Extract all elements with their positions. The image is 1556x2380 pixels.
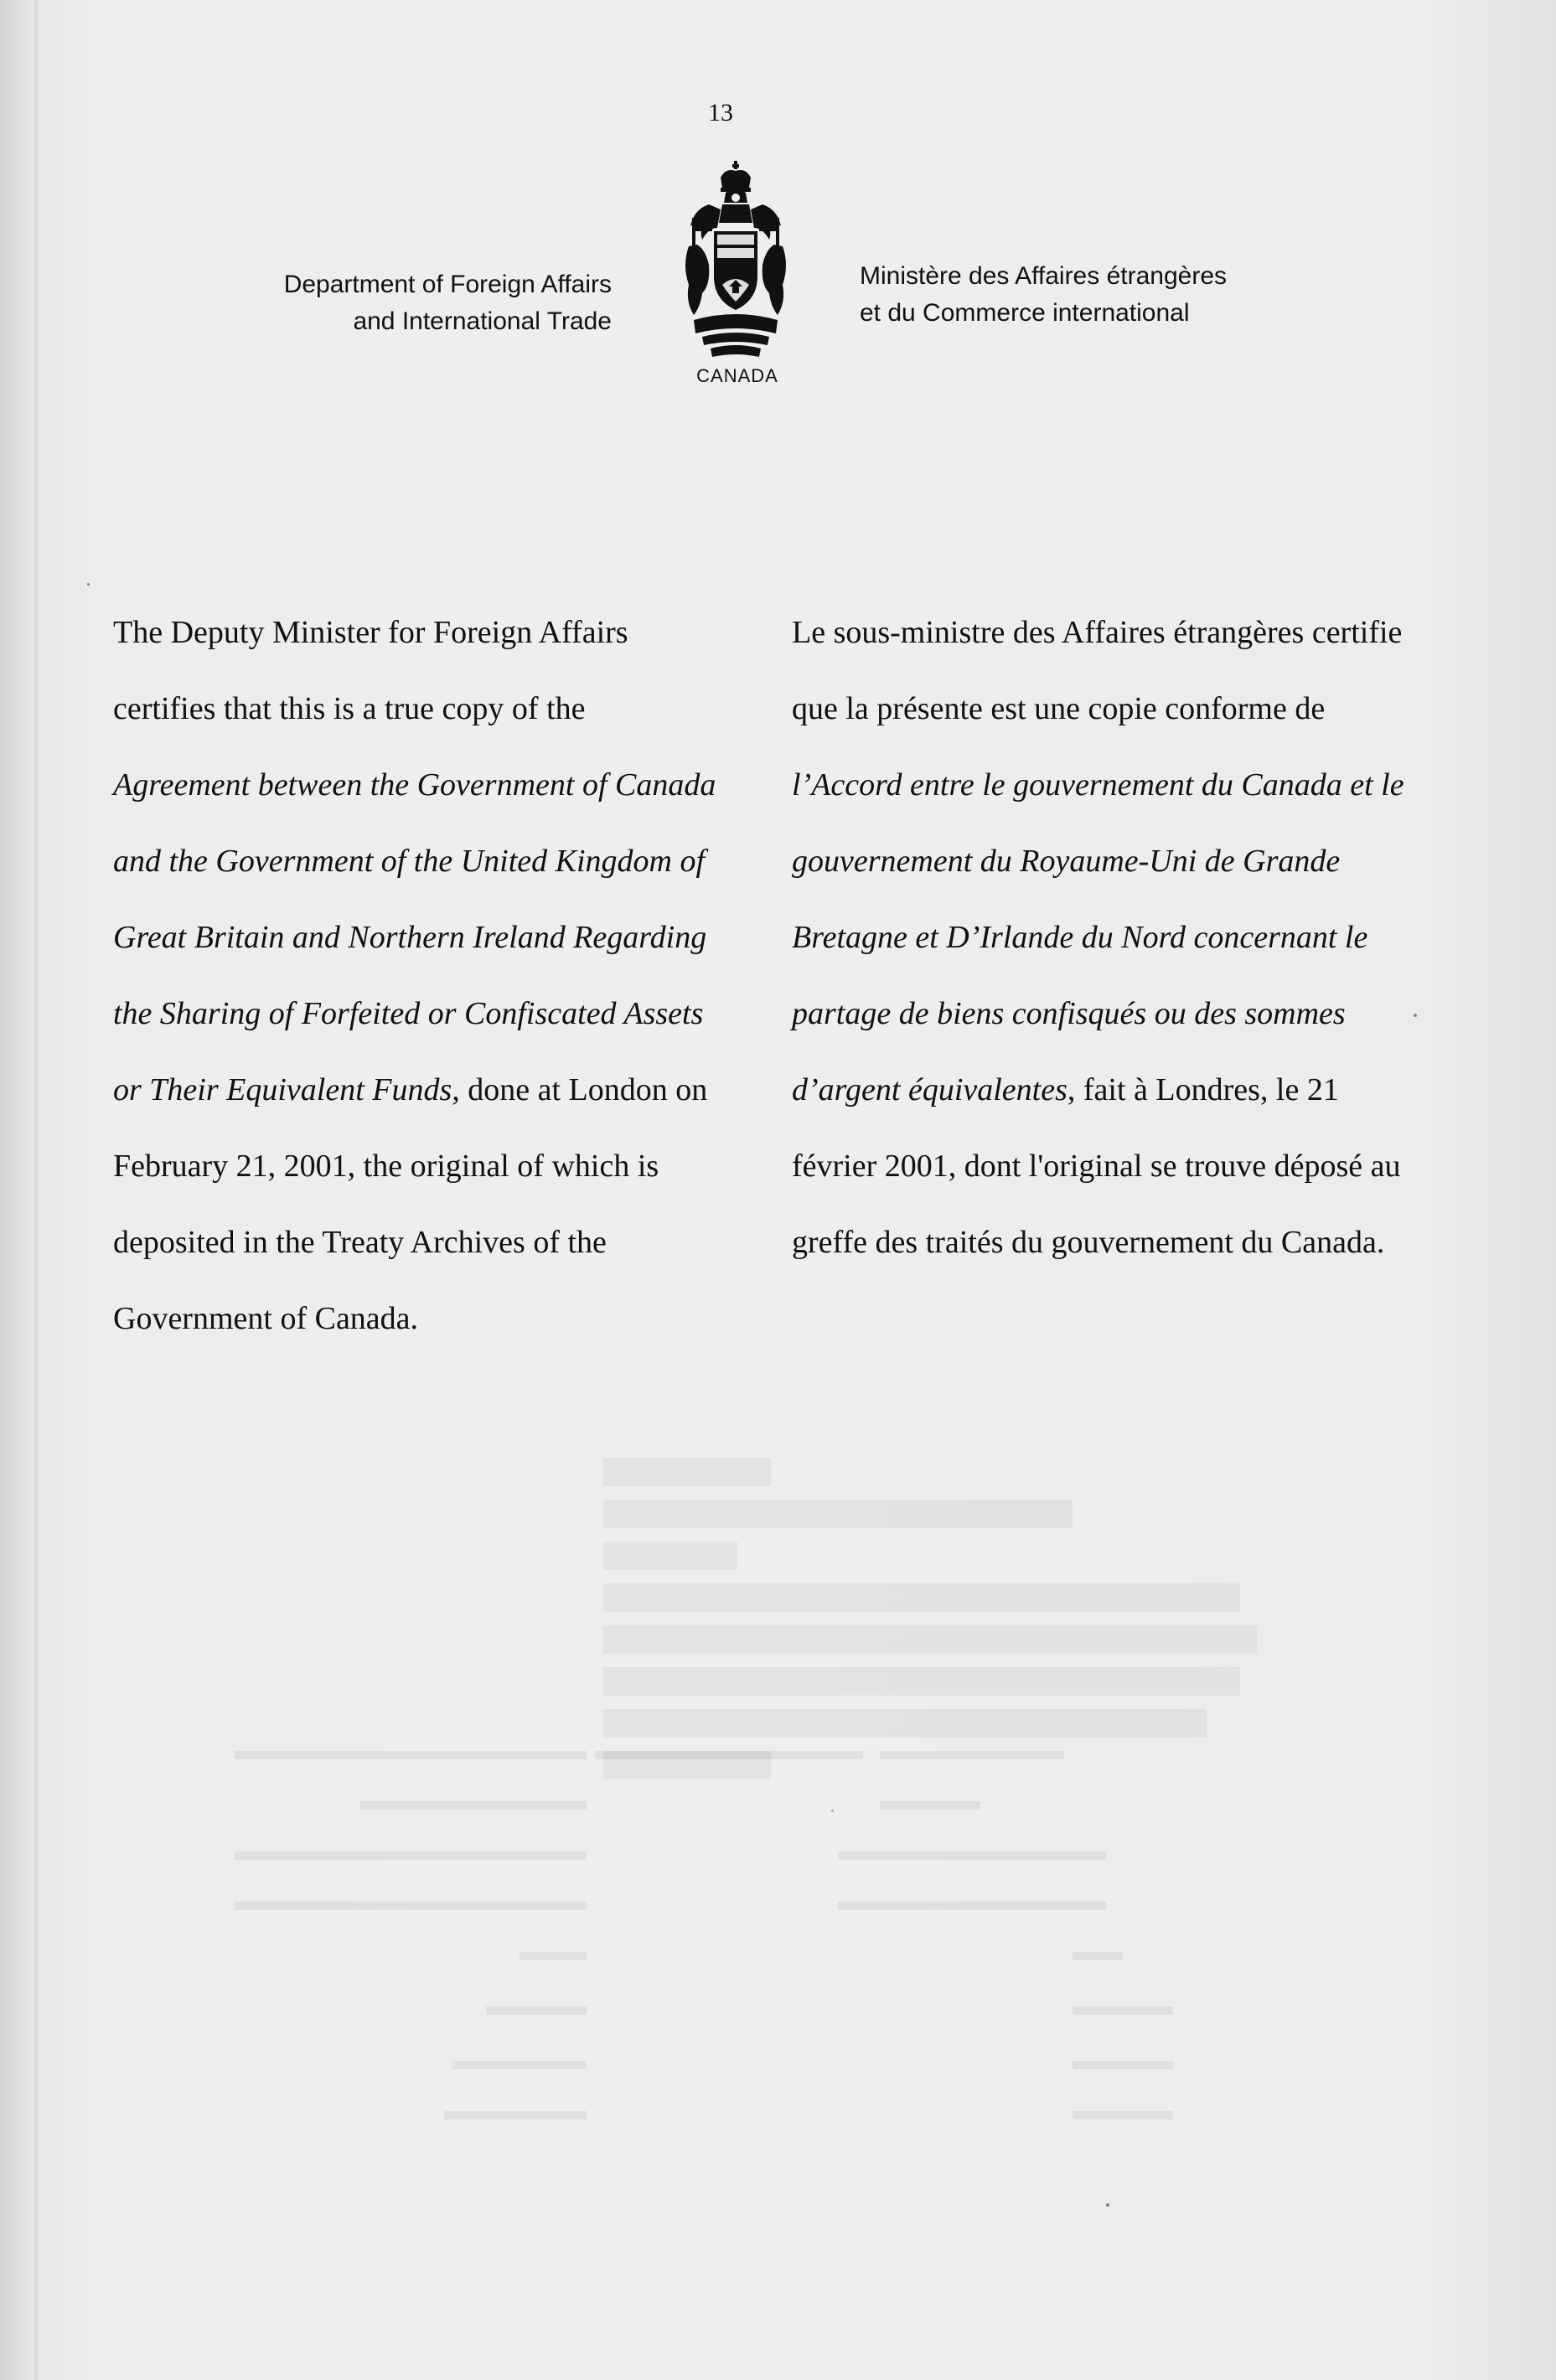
page-number: 13 [708,99,733,126]
certification-outro-fr: , fait à Londres, le 21 février 2001, dont l'original se trouve déposé au greffe des traités du gouvernement du Canada. [792,1072,1401,1260]
department-en-line1: Department of Foreign Affairs [283,271,612,298]
bleed-through-small-text [235,1742,1324,2128]
department-fr-line2: et du Commerce international [860,299,1190,327]
certification-intro-en: The Deputy Minister for Foreign Affairs certifies that this is a true copy of the [113,615,628,726]
bleed-through-texture [578,1441,1332,1793]
canada-label: CANADA [696,365,778,386]
department-fr-line1: Ministère des Affaires étrangères [860,262,1228,290]
certification-english [113,595,716,1357]
dust-speck [831,1810,834,1812]
dust-speck [1414,1014,1417,1017]
coat-of-arms-icon [677,159,794,364]
department-en-line2: and International Trade [353,307,612,335]
certification-paragraph-fr [792,595,1429,1281]
department-name-en [168,266,612,340]
certification-outro-en: done at London on February 21, 2001, the original of which is deposited in the Treaty Archives of the Government of Canada. [113,1072,708,1336]
certification-french [792,595,1429,1281]
department-name-fr [860,258,1362,332]
agreement-title-en: Agreement between the Government of Canada and the Government of the United Kingdom of Great Britain and Northern Ireland Regarding the Sharing of Forfeited or Confiscated Assets or Their Equivalent Funds, [113,767,716,1107]
agreement-title-fr: l’Accord entre le gouvernement du Canada et le gouvernement du Royaume-Uni de Grande Bretagne et D’Irlande du Nord concernant le partage de biens confisqués ou des sommes d’argent équivalentes [792,767,1404,1107]
dust-speck [1106,2203,1109,2207]
certification-paragraph-en [113,595,716,1357]
letterhead [0,159,1556,402]
certification-intro-fr: Le sous-ministre des Affaires étrangères certifie que la présente est une copie conforme de [792,615,1403,726]
dust-speck [87,583,90,586]
